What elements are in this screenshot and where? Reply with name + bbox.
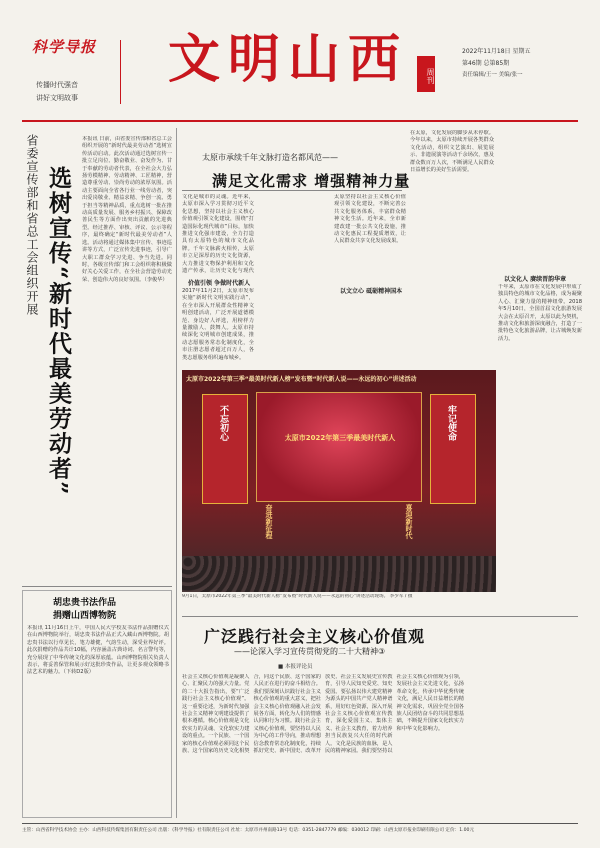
brand-slogan-1: 传播时代强音 [36,81,78,89]
section-head-value-guidance: 价值引领 争做时代新人 [188,280,251,287]
top-story-body-8: 千年来，太原市在文化发展中形成了独具特色的城市文化品格，成为凝聚人心、汇聚力量的精神纽带。2018年5月10日，全国首届文化旅游发展大会在太原召开，太原以此为契机，推动文化和旅游深度融合，打造了一批特色文化旅游品牌，让古城焕发新活力。 [498,284,582,342]
photo-caption: 9月1日，太原市2022年第三季“最美时代新人榜”发布暨“时代新人说——永远的初心”讲述活动现场。 李少军 / 摄 [182,594,413,599]
photo-left-text-2: 奋进新征程 [265,504,273,539]
issue-editor: 责任编辑/王一 美编/张一 [462,72,523,78]
story-separator [182,616,578,617]
top-story-kicker: 太原市承续千年文脉打造名都风范—— [202,153,338,162]
bottom-story-byline: ■ 本报评论员 [278,664,313,670]
notice-box [22,590,172,818]
top-story-headline: 满足文化需求 增强精神力量 [212,172,411,190]
issue-date: 2022年11月18日 星期五 [462,48,531,55]
bottom-story-body-right [468,624,578,816]
brand-logo: 科学导报 [32,38,97,56]
bottom-story-body: 社会主义核心价值观是凝聚人心、汇聚民力的强大力量。党的二十大报告指出，要“广泛践行社会主义核心价值观”。这一重要论述，为新时代加强社会主义精神文明建设提供了根本遵循。核心价值观是文化软实力的灵魂、文化软实力建设的重点。一个民族、一个国家的核心价值观必须同这个民族、这个国家的历史文化相契合，同这个民族、这个国家的人民正在进行的奋斗相结合。我们要深刻认识践行社会主义核心价值观的重大意义，把社会主义核心价值观融入社会发展各方面，转化为人们的情感认同和行为习惯。践行社会主义核心价值观，要坚持以人民为中心的工作导向，推动理想信念教育常态化制度化，持续抓好党史、新中国史、改革开放史、社会主义发展史宣传教育，引导人民知史爱党、知史爱国。要弘扬以伟大建党精神为源头的中国共产党人精神谱系，用好红色资源，深入开展社会主义核心价值观宣传教育，深化爱国主义、集体主义、社会主义教育，着力培养担当民族复兴大任的时代新人。文化是民族的血脉，是人民的精神家园。我们要坚持以社会主义核心价值观为引领，发展社会主义先进文化，弘扬革命文化，传承中华优秀传统文化，满足人民日益增长的精神文化需求，巩固全党全国各族人民团结奋斗的共同思想基础，不断提升国家文化软实力和中华文化影响力。 [182,674,464,755]
bottom-story [182,620,578,820]
top-story-body-4: 太原坚持以社会主义核心价值观引领文化建设，不断完善公共文化服务体系，丰富群众精神文化生活。近年来，全市新建改建一批公共文化设施，推动文化惠民工程提质增效，让人民群众共享文化发展成果。 [334,194,406,245]
left-divider [22,586,172,587]
footer-rule [22,823,578,824]
page-title: 文明山西 [168,29,409,90]
left-body: 本报讯 日前，由省委宣传部和省总工会组织开展的“新时代最美劳动者”选树宣传活动启动。此次活动通过选树宣传一批立足岗位、勤奋敬业、奋发作为、甘于奉献的劳动者代表，在全社会大力弘扬劳模精神、劳动精神、工匠精神，营造尊重劳动、崇尚劳动的浓厚氛围。活动主要面向全省各行业一线劳动者，突出爱岗敬业、精益求精、争创一流、勇于担当等精神品质，重点选树一批在推动高质量发展、服务乡村振兴、保障改善民生等方面作出突出贡献的先进典型。经过推荐、审核、评议、公示等程序，最终确定“新时代最美劳动者”人选。活动将通过媒体集中宣传、事迹巡讲等方式，广泛宣传先进事迹，引导广大职工群众学习先进、争当先进。同时，各级宣传部门和工会组织将积极做好关心关爱工作，在全社会营造劳动光荣、创造伟大的良好氛围。（李俊华） [82,136,172,283]
photo-right-text-2: 喜迎新时代 [405,504,413,539]
divider-vertical [120,40,121,104]
top-story-body-6: 在太原，文化发展的脚步从未停歇。今年以来，太原市持续开展各类群众文化活动，组织文艺演出、展览展示、非遗展演等活动千余场次，惠及群众数百万人次，不断满足人民群众日益增长的美好生活需要。 [410,130,494,174]
bottom-story-subhead: ——论深入学习宣传贯彻党的二十大精神③ [234,647,386,656]
photo-banner: 太原市2022年第三季“最美时代新人榜”发布暨“时代新人说——永远的初心”讲述活动 [186,376,417,383]
column-divider [176,128,177,818]
left-column [22,130,172,818]
top-story-body-5 [334,296,406,366]
section-head-heritage: 以文化人 赓续晋韵华章 [504,276,567,283]
photo-right-text: 牢记使命 [446,405,456,441]
bottom-story-headline: 广泛践行社会主义核心价值观 [204,627,426,646]
footer-info: 主管：山西省科学技术协会 主办：山西科技传媒集团有限责任公司 出版：《科学导报》社有限责任公司 社址：太原市并州南路13号 电话：0351-2847779 邮编：030012 印刷：山西太原市报业印刷有限公司 定价：1.00元 [22,828,475,833]
photo-stage-text: 太原市2022年第三季最美时代新人 [284,434,396,442]
masthead [0,0,600,118]
notice-headline-2: 捐赠山西博物院 [53,611,117,621]
masthead-rule [22,120,578,122]
brand-slogan-2: 讲好文明故事 [36,94,78,102]
top-story-rule [182,190,402,191]
photo-left-text: 不忘初心 [218,405,228,441]
weekly-badge: 周刊 [417,56,435,92]
left-body-tail [24,560,172,584]
left-kicker: 省委宣传部和省总工会组织开展 [25,134,39,316]
photo-screen [256,392,422,502]
photo-right-pillar [430,394,476,504]
issue-number: 第46期 总第85期 [462,60,510,67]
top-story-body-1: 文化是城市的灵魂。近年来，太原市深入学习贯彻习近平文化思想，坚持以社会主义核心价值观引领文化建设，围绕“打造国际化现代城市”目标，加快推进文化强市建设，全力打造具有太原特色的城市文化品牌。千年文脉薪火相传，太原市立足深厚的历史文化资源，大力推进文物保护利用和文化遗产传承，让历史文化与现代 [182,194,254,274]
top-story-body-3 [258,194,330,366]
top-story-body-2: 2017年11月2日，太原市发布实施“新时代文明实践行动”，在全市深入开展群众性精神文明创建活动，广泛开展道德模范、身边好人评选，用榜样力量激励人、鼓舞人。太原市持续深化文明城市创建成果，推动志愿服务常态化制度化，全市注册志愿者超过百万人，各类志愿服务组织遍布城乡。 [182,288,254,361]
notice-body: 本报讯 11月16日上午，中国人民大学校友书法作品捐赠仪式在山西博物院举行，胡忠贵书法作品正式入藏山西博物院。胡忠贵书法以行草见长，笔力雄健，气韵生动，深受业界好评。此次捐赠的作品共计10幅，内容涵盖古典诗词、名言警句等，充分展现了中华传统文化的深厚底蕴。山西博物院相关负责人表示，将妥善保管和展示好这批珍贵作品，让更多观众领略书法艺术的魅力。（下转D2版） [27,625,169,676]
photo-audience [182,556,496,592]
photo-left-pillar [202,394,248,504]
section-head-culture: 以文立心 砥砺精神国本 [340,288,403,295]
top-story [182,128,582,614]
top-story-body-7 [498,130,582,270]
left-headline: 选树宣传“新时代最美劳动者” [45,166,72,497]
event-photo [182,370,496,592]
notice-headline-1: 胡忠贵书法作品 [53,598,117,608]
